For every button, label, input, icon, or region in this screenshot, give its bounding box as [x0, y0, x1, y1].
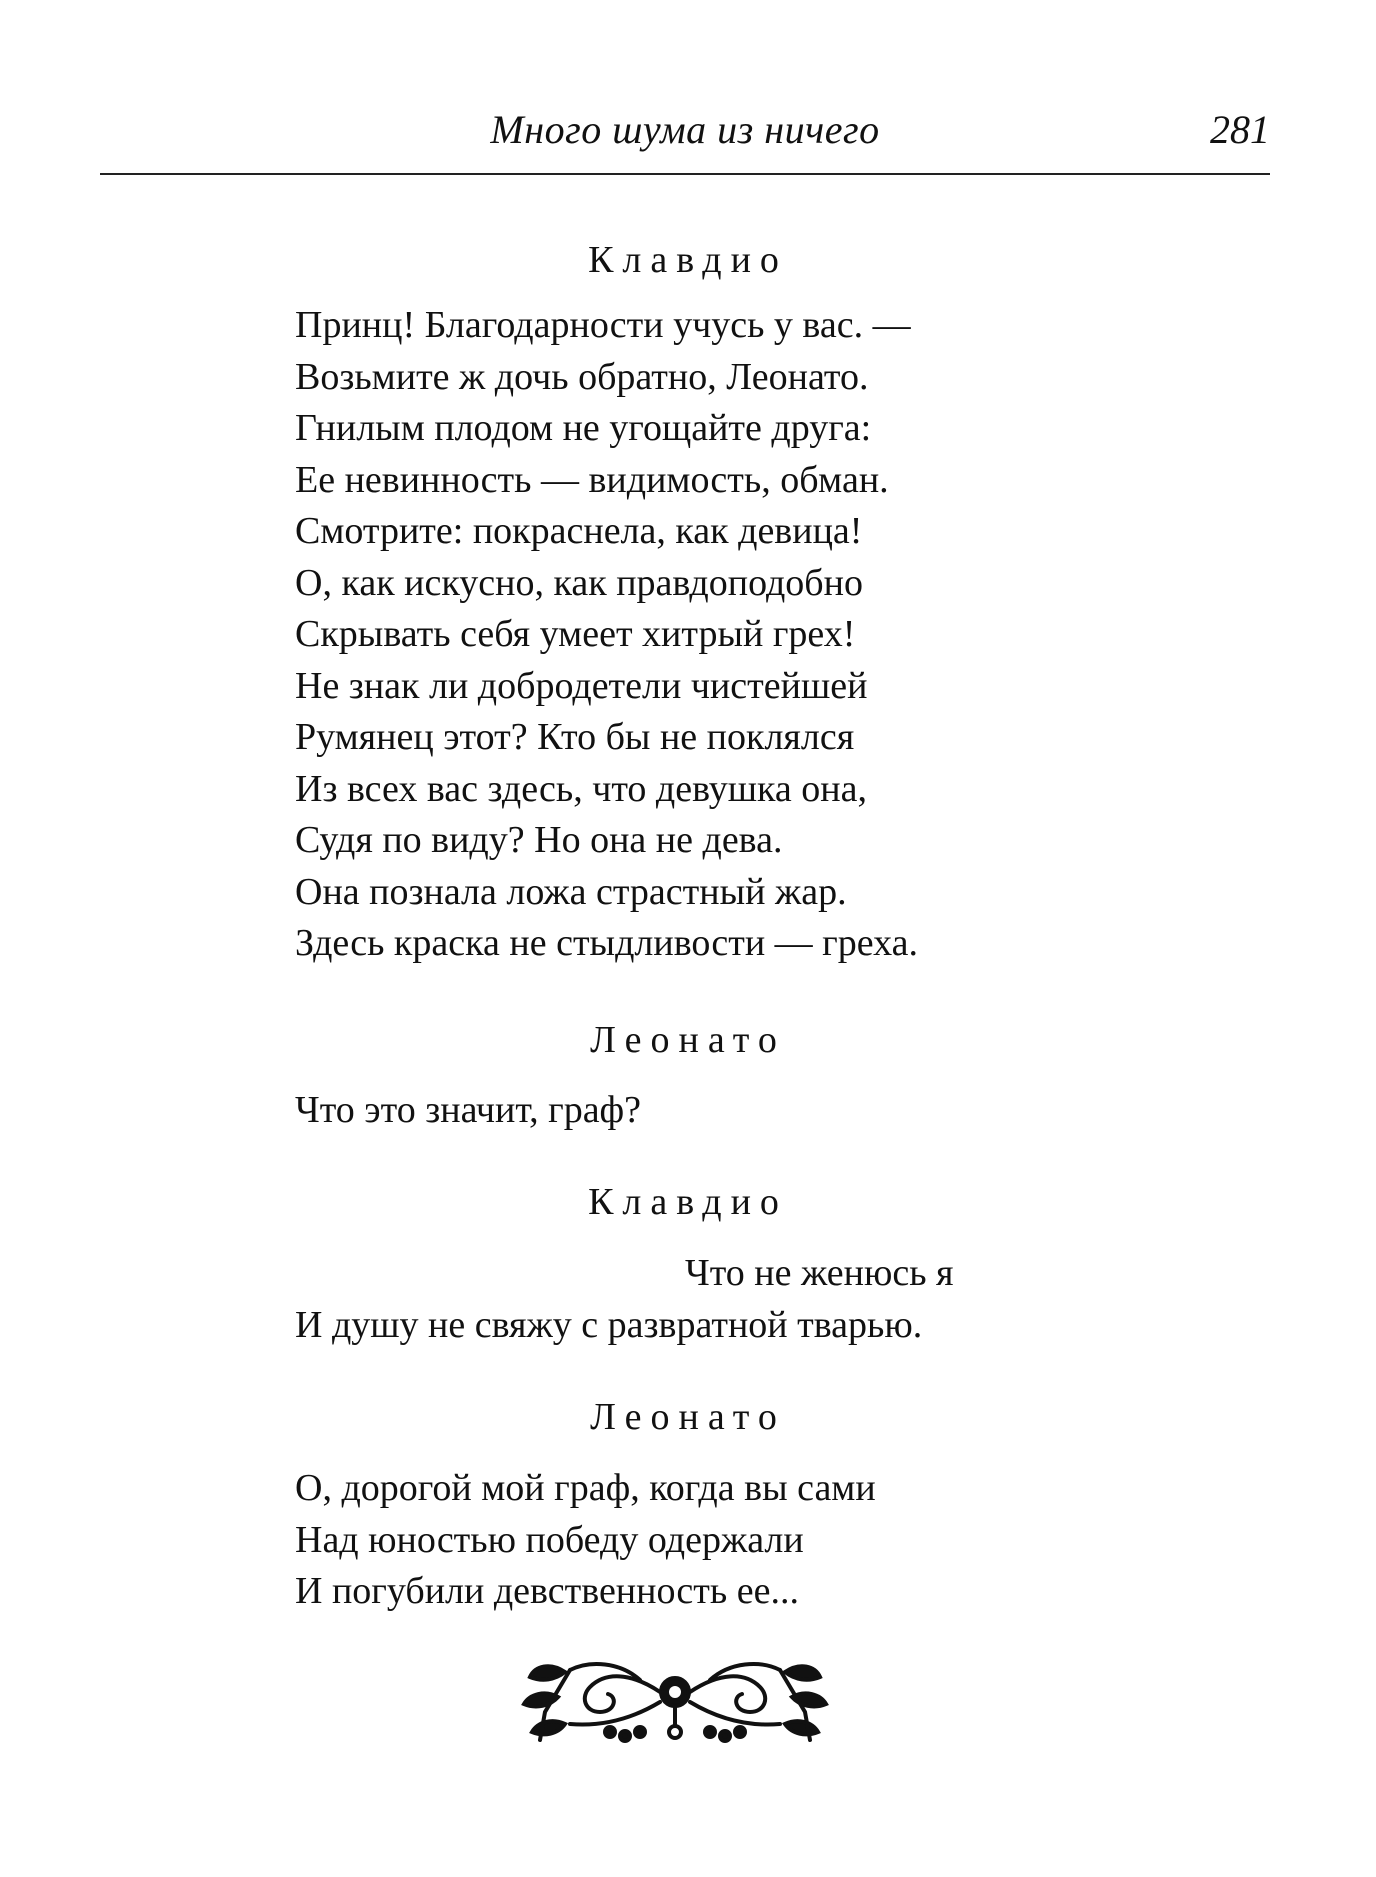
verse-line: Она познала ложа страстный жар. — [295, 870, 847, 913]
speech-block — [295, 1085, 641, 1137]
verse-line: Скрывать себя умеет хитрый грех! — [295, 613, 856, 655]
verse-line: Ее невинность — видимость, обман. — [295, 458, 889, 501]
speaker-name: Леонато — [590, 1019, 786, 1061]
verse-line: Смотрите: покраснела, как девица! — [295, 510, 863, 552]
header-rule — [100, 173, 1270, 175]
page-number: 281 — [1210, 107, 1270, 152]
speaker-name: Клавдио — [588, 1181, 788, 1223]
running-head — [100, 100, 1270, 160]
speaker-name: Леонато — [590, 1396, 786, 1438]
verse-line: Из всех вас здесь, что девушка она, — [295, 767, 867, 810]
floral-tailpiece-ornament-icon — [510, 1652, 840, 1752]
verse-line: Принц! Благодарности учусь у вас. — — [295, 304, 911, 346]
verse-line: Что это значит, граф? — [295, 1089, 642, 1131]
verse-line: Возьмите ж дочь обратно, Леонато. — [295, 355, 869, 398]
verse-line: Судя по виду? Но она не дева. — [295, 819, 783, 861]
verse-line: О, дорогой мой граф, когда вы сами — [295, 1467, 876, 1509]
verse-line-indented: Что не женюсь я — [685, 1252, 954, 1294]
verse-line: И душу не свяжу с развратной тварью. — [295, 1304, 923, 1346]
verse-line: И погубили девственность ее... — [295, 1570, 799, 1612]
speech-block — [295, 1300, 922, 1352]
speech-block — [295, 300, 918, 970]
speech-block — [295, 1463, 876, 1618]
verse-line: Над юностью победу одержали — [295, 1518, 804, 1561]
verse-line: Не знак ли добродетели чистейшей — [295, 664, 868, 707]
verse-line: Здесь краска не стыдливости — греха. — [295, 922, 918, 964]
verse-line: Гнилым плодом не угощайте друга: — [295, 407, 872, 449]
speaker-name: Клавдио — [588, 239, 788, 281]
running-title: Много шума из ничего — [490, 107, 880, 152]
verse-line: Румянец этот? Кто бы не поклялся — [295, 716, 855, 758]
verse-line: О, как искусно, как правдоподобно — [295, 561, 863, 604]
